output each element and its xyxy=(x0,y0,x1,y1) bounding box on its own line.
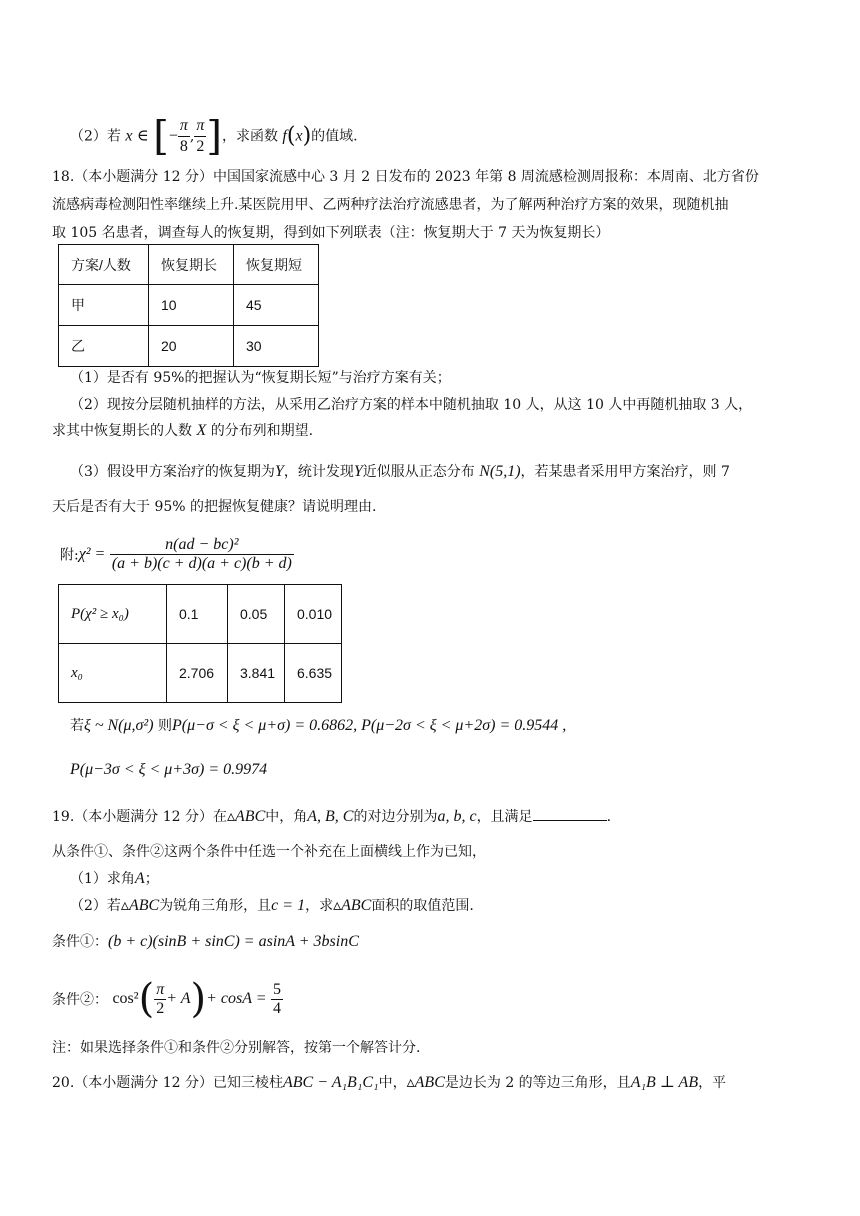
table-cell: 3.841 xyxy=(228,644,285,703)
q18-part2: （2）现按分层随机抽样的方法，从采用乙治疗方案的样本中随机抽取 10 人，从这 10 人中再随机抽取 3 人， xyxy=(70,397,753,413)
table-header: 方案/人数 xyxy=(59,245,149,285)
table-header: 恢复期短 xyxy=(234,245,319,285)
fraction-neg-pi-over-8: $\frac{\pi}{8}$ xyxy=(179,117,188,155)
q18-intro: 18.（本小题满分 12 分）中国国家流感中心 3 月 2 日发布的 2023 年第 8 周流感检测周报称：本周南、北方省份 流感病毒检测阳性率继续上升.某医院用甲、乙两种疗法治疗流感患者，为了解两种治疗方案的效果，现随机抽 取 105 名患者，调查每人的恢复期，得到如下列联表（注：恢复期大于 7 天为恢复期长） xyxy=(52,169,759,241)
answer-blank[interactable] xyxy=(533,806,607,821)
table-cell: 6.635 xyxy=(285,644,342,703)
table-cell: 2.706 xyxy=(167,644,228,703)
critical-value-table xyxy=(58,584,342,703)
normal-facts-line1: 若ξ ~ N(μ,σ²) 则P(μ−σ < ξ < μ+σ) = 0.6862, P(μ−2σ < ξ < μ+2σ) = 0.9544 , xyxy=(70,717,567,734)
q18-part2-line2: 求其中恢复期长的人数 X 的分布列和期望. xyxy=(52,422,314,439)
normal-facts-line2: P(μ−3σ < ξ < μ+3σ) = 0.9974 xyxy=(70,761,268,778)
table-header: 恢复期长 xyxy=(149,245,234,285)
table-row-label: P(χ² ≥ x₀) xyxy=(59,585,167,644)
condition-1: 条件①：(b + c)(sinB + sinC) = asinA + 3bsinC xyxy=(52,933,359,950)
q17-part2: （2）若 x ∈ [− $\frac{\pi}{8}$ , $\frac{\pi}{2}$ ]，求函数 f(x)的值域. xyxy=(70,113,358,160)
table-cell: 10 xyxy=(149,285,234,326)
table-row-label: x₀ xyxy=(59,644,167,703)
q19-part2: （2）若▵ABC为锐角三角形，且c = 1，求▵ABC面积的取值范围. xyxy=(70,897,474,914)
fraction-5-over-4: $\frac{5}{4}$ xyxy=(272,980,281,1017)
table-cell: 0.1 xyxy=(167,585,228,644)
q18-part1: （1）是否有 95%的把握认为“恢复期长短”与治疗方案有关； xyxy=(70,370,451,386)
q19-note: 注：如果选择条件①和条件②分别解答，按第一个解答计分. xyxy=(52,1040,421,1056)
condition-2: 条件②： cos²( $\frac{\pi}{2}$ + A)+ cosA = $\frac{5}{4}$ xyxy=(52,976,281,1022)
table-cell: 0.05 xyxy=(228,585,285,644)
bracket-left: [ xyxy=(153,113,169,160)
table-cell: 0.010 xyxy=(285,585,342,644)
q19-part1: （1）求角A； xyxy=(70,870,159,887)
q19-instruction: 从条件①、条件②这两个条件中任选一个补充在上面横线上作为已知， xyxy=(52,844,486,860)
table-cell: 45 xyxy=(234,285,319,326)
q20-intro: 20.（本小题满分 12 分）已知三棱柱ABC − A₁B₁C₁中，▵ABC是边长为 2 的等边三角形，且A₁B ⊥ AB，平 xyxy=(52,1074,727,1091)
fraction-pi-over-2: $\frac{\pi}{2}$ xyxy=(196,117,205,155)
table-cell: 乙 xyxy=(59,326,149,367)
chi-square-formula: 附:χ² = $\frac{\text{n(ad − bc)²}}{(a + b)(c + d)(a + c)(b + d)}$ xyxy=(60,536,292,572)
q18-part3: （3）假设甲方案治疗的恢复期为Y，统计发现Y近似服从正态分布 N(5,1)，若某患者采用甲方案治疗，则 7 xyxy=(70,463,730,480)
table-cell: 20 xyxy=(149,326,234,367)
chi-square-fraction: $\frac{\text{n(ad − bc)²}}{(a + b)(c + d)(a + c)(b + d)}$ xyxy=(111,536,292,572)
q19-intro: 19.（本小题满分 12 分）在▵ABC中，角A, B, C的对边分别为a, b, c，且满足 . xyxy=(52,808,612,825)
fraction-pi-over-2: $\frac{\pi}{2}$ xyxy=(156,980,165,1017)
bracket-right: ] xyxy=(206,113,222,160)
table-cell: 甲 xyxy=(59,285,149,326)
table-cell: 30 xyxy=(234,326,319,367)
q18-part3-line2: 天后是否有大于 95% 的把握恢复健康？请说明理由. xyxy=(52,499,377,515)
contingency-table xyxy=(58,244,319,367)
